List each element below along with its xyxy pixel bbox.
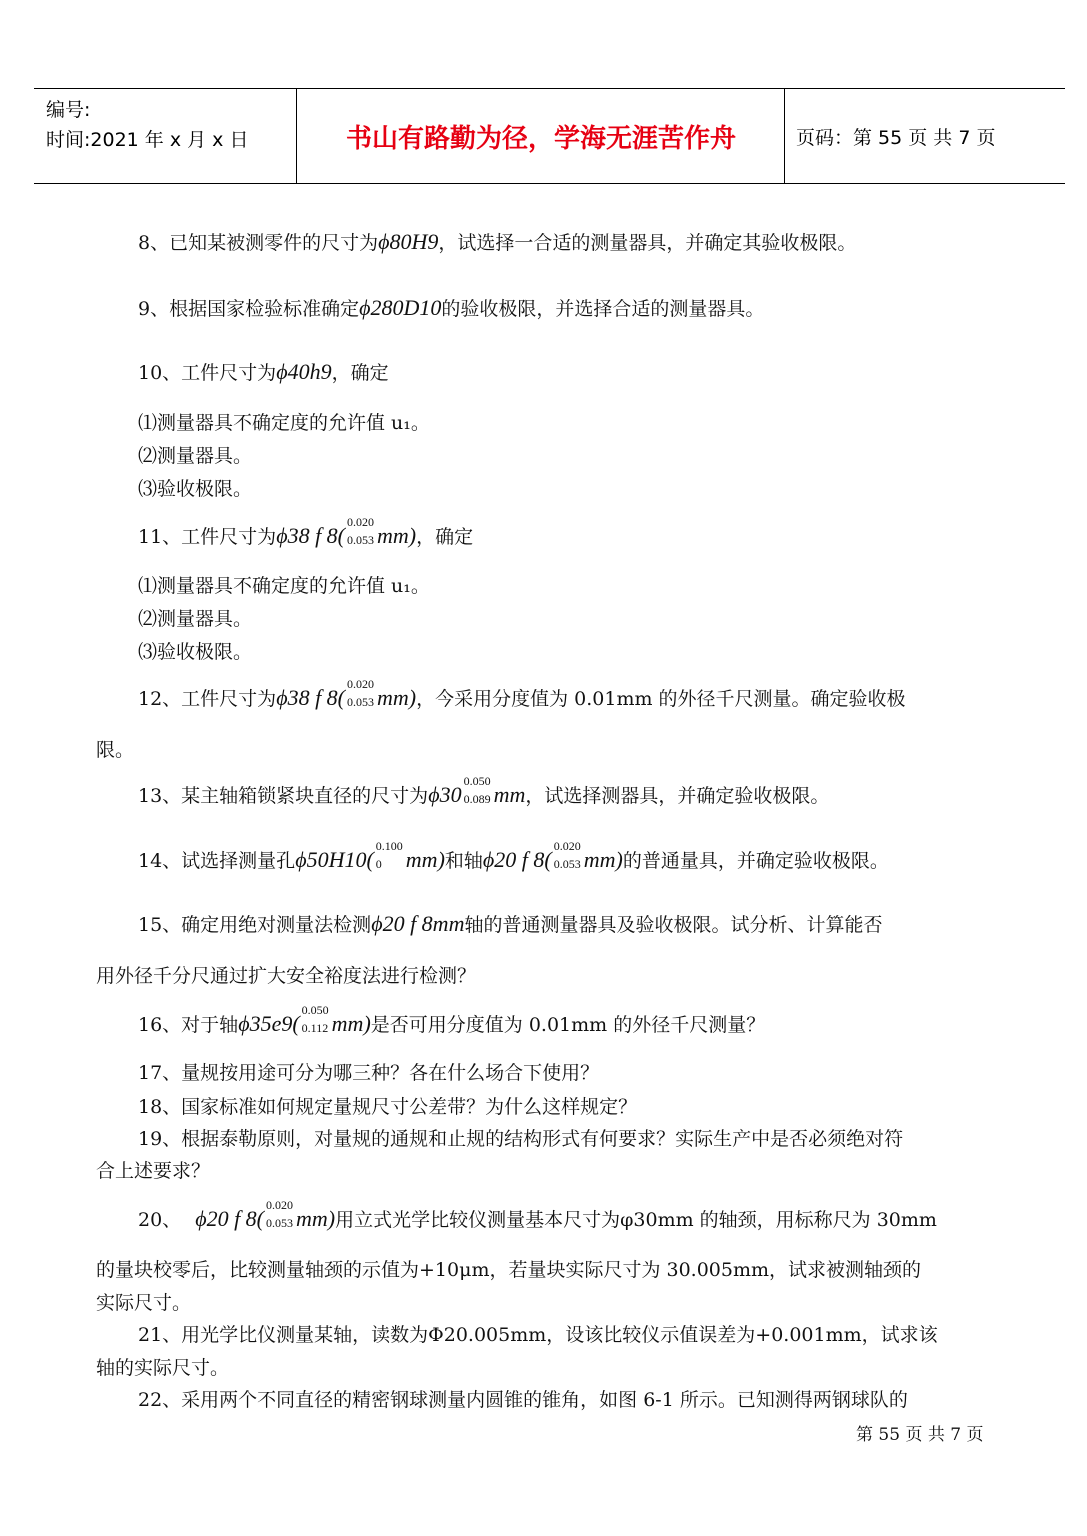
text: 20、 [138, 1209, 182, 1231]
question-18: 18、国家标准如何规定量规尺寸公差带？为什么这样规定？ [138, 1096, 638, 1118]
question-9 [138, 294, 764, 321]
tolerance [374, 839, 406, 873]
subitem: ⑶验收极限。 [138, 478, 253, 500]
unit: mm) [405, 847, 445, 872]
lower-dev: 0.053 [266, 1216, 294, 1230]
subitem: ⑴测量器具不确定度的允许值 u₁。 [138, 575, 430, 597]
continuation: 合上述要求？ [96, 1160, 211, 1182]
unit: mm) [296, 1206, 336, 1231]
question-12 [138, 677, 906, 711]
upper-dev: 0.020 [266, 1198, 294, 1212]
question-22: 22、采用两个不同直径的精密钢球测量内圆锥的锥角，如图 6-1 所示。已知测得两钢球队的 [138, 1389, 908, 1411]
question-16 [138, 1003, 766, 1037]
header-meta [46, 95, 248, 155]
continuation: 的量块校零后，比较测量轴颈的示值为+10μm，若量块实际尺寸为 30.005mm，试求被测轴颈的 [96, 1259, 922, 1281]
tolerance [300, 1003, 332, 1037]
text: 10、工件尺寸为 [138, 362, 277, 384]
upper-dev: 0.100 [375, 839, 403, 853]
text: ，确定 [331, 362, 389, 384]
question-8 [138, 228, 856, 255]
text: ，今采用分度值为 0.01mm 的外径千尺测量。确定验收极 [416, 688, 906, 710]
page-info: 页码：第 55 页 共 7 页 [796, 126, 996, 149]
upper-dev: 0.050 [301, 1003, 329, 1017]
text: 和轴 [444, 850, 483, 872]
question-15 [138, 910, 882, 937]
page-header [34, 88, 1065, 184]
text: 15、确定用绝对测量法检测 [138, 914, 372, 936]
lower-dev: 0 [375, 857, 382, 871]
text: 12、工件尺寸为 [138, 688, 277, 710]
text: 用立式光学比较仪测量基本尺寸为φ30mm 的轴颈，用标称尺为 30mm [335, 1209, 937, 1231]
unit: mm) [377, 685, 417, 710]
text: 的普通量具，并确定验收极限。 [622, 850, 889, 872]
subitem: ⑵测量器具。 [138, 445, 253, 467]
continuation: 轴的实际尺寸。 [96, 1357, 230, 1379]
subitem: ⑵测量器具。 [138, 608, 253, 630]
text: ，试选择一合适的测量器具，并确定其验收极限。 [438, 232, 857, 254]
question-14 [138, 839, 889, 873]
number-label: 编号: [46, 99, 91, 121]
text: 9、根据国家检验标准确定 [138, 298, 360, 320]
lower-dev: 0.053 [553, 857, 581, 871]
motto: 书山有路勤为径，学海无涯苦作舟 [345, 123, 736, 154]
text: 8、已知某被测零件的尺寸为 [138, 232, 379, 254]
formula: ϕ20 f 8( [195, 1206, 265, 1231]
question-17: 17、量规按用途可分为哪三种？各在什么场合下使用？ [138, 1062, 600, 1084]
text: 13、某主轴箱锁紧块直径的尺寸为 [138, 785, 429, 807]
page-footer: 第 55 页 共 7 页 [856, 1425, 984, 1445]
formula: ϕ280D10 [359, 295, 442, 320]
divider [296, 89, 297, 183]
continuation: 实际尺寸。 [96, 1292, 192, 1314]
upper-dev: 0.020 [347, 677, 375, 691]
tolerance [552, 839, 584, 873]
formula: ϕ35e9( [238, 1011, 300, 1036]
lower-dev: 0.053 [347, 695, 375, 709]
unit: mm) [377, 523, 417, 548]
tolerance [345, 515, 377, 549]
continuation: 用外径千分尺通过扩大安全裕度法进行检测？ [96, 965, 477, 987]
lower-dev: 0.053 [347, 533, 375, 547]
tolerance [264, 1198, 296, 1232]
text: ，确定 [416, 526, 474, 548]
formula: ϕ80H9 [378, 229, 439, 254]
question-10 [138, 358, 389, 385]
unit: mm) [583, 847, 623, 872]
question-11 [138, 515, 474, 549]
text: 11、工件尺寸为 [138, 526, 277, 548]
unit: mm [493, 782, 526, 807]
formula: ϕ20 f 8( [482, 847, 552, 872]
subitem: ⑶验收极限。 [138, 641, 253, 663]
subitem: ⑴测量器具不确定度的允许值 u₁。 [138, 412, 430, 434]
question-19: 19、根据泰勒原则，对量规的通规和止规的结构形式有何要求？实际生产中是否必须绝对符 [138, 1128, 904, 1150]
text: 是否可用分度值为 0.01mm 的外径千尺测量？ [370, 1014, 766, 1036]
text: 轴的普通测量器具及验收极限。试分析、计算能否 [464, 914, 883, 936]
formula: ϕ38 f 8( [276, 685, 346, 710]
text: 16、对于轴 [138, 1014, 239, 1036]
lower-dev: 0.112 [301, 1021, 329, 1035]
text: ，试选择测器具，并确定验收极限。 [525, 785, 830, 807]
text: 的验收极限，并选择合适的测量器具。 [441, 298, 765, 320]
continuation: 限。 [96, 739, 135, 761]
date-label: 时间:2021 年 x 月 x 日 [46, 129, 249, 151]
divider [784, 89, 785, 183]
formula: ϕ38 f 8( [276, 523, 346, 548]
unit: mm) [331, 1011, 371, 1036]
question-21: 21、用光学比仪测量某轴，读数为Φ20.005mm，设该比较仪示值误差为+0.001mm，试求该 [138, 1324, 938, 1346]
formula: ϕ50H10( [295, 847, 374, 872]
tolerance [345, 677, 377, 711]
text: 14、试选择测量孔 [138, 850, 296, 872]
formula: ϕ20 f 8mm [371, 911, 465, 936]
lower-dev: 0.089 [463, 792, 491, 806]
upper-dev: 0.050 [463, 774, 491, 788]
tolerance [462, 774, 494, 808]
formula: ϕ30 [428, 782, 462, 807]
upper-dev: 0.020 [347, 515, 375, 529]
question-20 [138, 1198, 937, 1232]
upper-dev: 0.020 [553, 839, 581, 853]
formula: ϕ40h9 [276, 359, 332, 384]
question-13 [138, 774, 830, 808]
